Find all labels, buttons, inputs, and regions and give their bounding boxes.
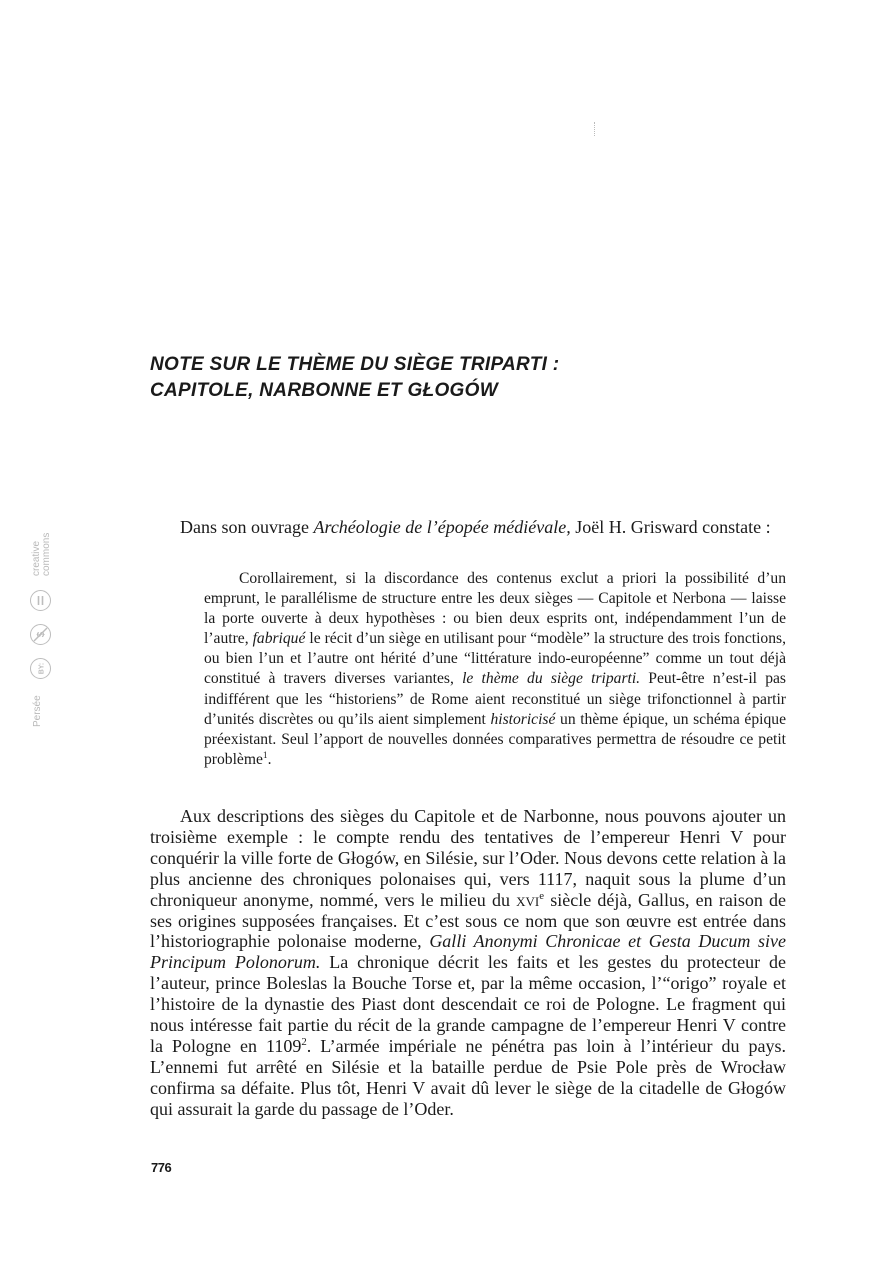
quote-emphasis-2: le thème du siège triparti. [462,670,641,688]
title-line-1: NOTE SUR LE THÈME DU SIÈGE TRIPARTI : [150,354,560,375]
nc-icon [30,624,51,645]
footnote-ref-1[interactable]: 1 [262,750,268,761]
article-title [150,352,710,404]
cc-label-line1: creative [31,540,42,576]
quote-text-2: le récit d’un siège en utilisant pour “modèle” la structure des trois fonctions, ou bien l’un et l’autre ont hérité d’une “littérature indo-européenne” comme un tout déjà constitué à travers diverses variantes, [204,630,786,688]
by-icon [30,658,51,679]
chronicle-title: Galli Anonymi Chronicae et Gesta Ducum sive Principum Polonorum. [150,931,786,973]
body-text-2: siècle déjà, Gallus, en raison de ses origines supposées françaises. Et c’est sous ce nom que son œuvre est entrée dans l’historiographie polonaise moderne, [150,889,786,952]
body-paragraph [150,806,786,1120]
publisher-label: Persée [32,695,43,727]
nd-icon [30,590,51,611]
quote-emphasis-3: historicisé [490,710,556,728]
license-badge[interactable] [22,522,62,727]
quote-text-end: . [267,750,272,768]
intro-paragraph [150,517,786,538]
body-text-4: . L’armée impériale ne pénétra pas loin à l’intérieur du pays. L’ennemi fut arrêté en Silésie et la bataille perdue de Psie Pole près de Wrocław confirma sa défaite. Plus tôt, Henri V avait dû lever le siège de la citadelle de Głogów qui assurait la garde du passage de l’Oder. [150,1035,786,1119]
intro-text: Dans son ouvrage [180,517,314,537]
body-text-3: La chronique décrit les faits et les gestes du protecteur de l’auteur, prince Boleslas la Bouche Torse et, par la même occasion, l’“origo” royale et l’histoire de la dynastie des Piast dont descendait ce roi de Pologne. Le fragment qui nous intéresse fait partie du récit de la grande campagne de l’empereur Henri V contre la Pologne en 1109 [150,952,786,1056]
century-suffix: e [539,889,545,902]
scan-speck [594,122,596,136]
intro-text-end: Joël H. Grisward constate : [570,517,771,537]
book-title: Archéologie de l’épopée médiévale, [313,517,571,537]
block-quote [204,569,786,770]
title-line-2: CAPITOLE, NARBONNE ET GŁOGÓW [150,380,498,401]
cc-label-line2: commons [41,532,52,576]
footnote-ref-2[interactable]: 2 [301,1035,307,1048]
century-numeral: xvi [516,889,540,910]
quote-emphasis-1: fabriqué [252,630,306,648]
quote-text-3: Peut-être n’est-il pas indifférent que les “historiens” de Rome aient reconstitué un siège trifonctionnel à partir d’unités discrètes ou qu’ils aient simplement [204,670,787,728]
page-number: 776 [151,1160,172,1175]
by-label: BY: [38,662,46,675]
quote-text-1: Corollairement, si la discordance des contenus exclut a priori la possibilité d’un emprunt, le parallélisme de structure entre les deux sièges — Capitole et Nerbona — laisse la porte ouverte à deux hypothèses : ou bien deux esprits ont, indépendamment l’un de l’autre, [204,570,786,648]
body-text-1: Aux descriptions des sièges du Capitole et de Narbonne, nous pouvons ajouter un troisième exemple : le compte rendu des tentatives de l’empereur Henri V pour conquérir la ville forte de Głogów, en Silésie, sur l’Oder. Nous devons cette relation à la plus ancienne des chroniques polonaises qui, vers 1117, naquit sous la plume d’un chroniqueur anonyme, nommé, vers le milieu du [150,806,786,910]
quote-text-4: un thème épique, un schéma épique préexistant. Seul l’apport de nouvelles données comparatives permettra de résoudre ce petit problème [204,710,786,768]
svg-text:$: $ [36,631,47,638]
